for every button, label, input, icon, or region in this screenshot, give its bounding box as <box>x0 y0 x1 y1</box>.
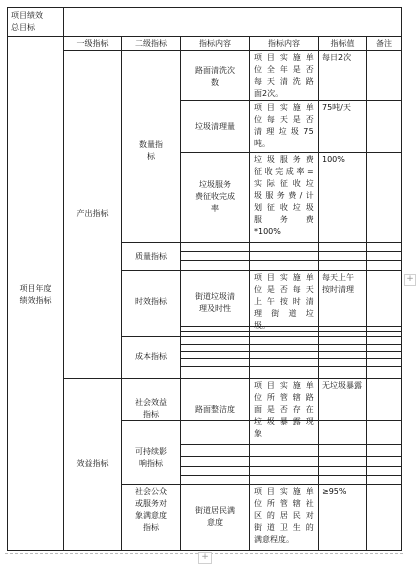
r1-name-line2: 数 <box>211 78 219 87</box>
r3-desc-line2: 征收完成率= <box>254 167 314 176</box>
r4-desc-line3: 上午按时清 <box>254 297 314 306</box>
r5-desc-line4: 垃圾暴露现 <box>254 417 314 426</box>
r2-desc-line1: 项目实施单 <box>254 103 314 112</box>
r1-desc-line4: 面2次。 <box>254 89 284 98</box>
r3-value: 100% <box>322 155 345 164</box>
r2-name: 垃圾清理量 <box>195 122 235 131</box>
annual-indicators-label-line2: 绩效指标 <box>19 296 52 305</box>
r2-desc-line4: 吨。 <box>254 139 270 148</box>
r6-desc-line1: 项目实施单 <box>254 487 314 496</box>
satisfaction-label-line3: 象满意度 <box>135 511 167 520</box>
cost-label: 成本指标 <box>135 352 167 361</box>
total-goal-label-line2: 总目标 <box>11 23 35 32</box>
satisfaction-label-line2: 或服务对 <box>135 499 167 508</box>
r6-desc-line4: 街道卫生的 <box>254 523 314 532</box>
r5-desc-line5: 象 <box>254 429 262 438</box>
r2-desc-line3: 清理垃圾75 <box>254 127 314 136</box>
r5-name: 路面整洁度 <box>195 405 235 414</box>
r1-desc-line3: 每天清洗路 <box>254 77 314 86</box>
r3-desc-line1: 垃圾服务费 <box>254 155 314 164</box>
header-remark: 备注 <box>376 39 392 48</box>
r4-name-line2: 理及时性 <box>199 304 231 313</box>
sustain-label-line2: 响指标 <box>139 459 163 468</box>
r4-desc-line4: 理街道垃 <box>254 309 314 318</box>
quantity-label-line2: 标 <box>147 152 155 161</box>
total-goal-label-line1: 项目绩效 <box>11 11 43 20</box>
quality-label: 质量指标 <box>135 252 167 261</box>
r3-name-line2: 费征收完成 <box>195 192 235 201</box>
r1-name-line1: 路面清洗次 <box>195 66 235 75</box>
r3-desc-line6: 服务费 <box>254 215 314 224</box>
r3-name-line1: 垃圾服务 <box>199 180 231 189</box>
r3-desc-line4: 圾服务费/计 <box>254 191 314 200</box>
header-level1: 一级指标 <box>76 39 109 48</box>
header-value: 指标值 <box>330 39 355 48</box>
r6-value: ≥95% <box>322 487 347 496</box>
sustain-label-line1: 可持续影 <box>135 447 167 456</box>
r1-desc-line1: 项目实施单 <box>254 53 314 62</box>
r6-name-line2: 意度 <box>207 518 223 527</box>
r3-desc-line3: 实际征收垃 <box>254 179 314 188</box>
r4-desc-line1: 项目实施单 <box>254 273 314 282</box>
r5-desc-line3: 面是否存在 <box>254 405 314 414</box>
header-content-a: 指标内容 <box>199 39 231 48</box>
timeliness-label: 时效指标 <box>135 297 167 306</box>
r6-desc-line5: 满意程度。 <box>254 535 294 544</box>
r5-desc-line1: 项目实施单 <box>254 381 314 390</box>
r4-value-line1: 每天上午 <box>322 273 354 282</box>
r4-name-line1: 街道垃圾清 <box>195 292 235 301</box>
r5-desc-line2: 位所管辖路 <box>254 393 314 402</box>
r6-desc-line2: 位所管辖社 <box>254 499 314 508</box>
r1-value: 每日2次 <box>322 53 352 62</box>
add-column-button[interactable]: + <box>404 274 416 286</box>
social-label-line2: 指标 <box>143 410 159 419</box>
r5-value: 无垃圾暴露 <box>322 381 362 390</box>
r2-value: 75吨/天 <box>322 103 351 112</box>
r6-name-line1: 街道居民满 <box>195 506 235 515</box>
output-indicators-label: 产出指标 <box>76 209 109 218</box>
r4-value-line2: 按时清理 <box>322 285 354 294</box>
r3-desc-line7: *100% <box>254 227 281 236</box>
satisfaction-label-line4: 指标 <box>143 523 159 532</box>
header-content-b: 指标内容 <box>268 39 300 48</box>
r3-desc-line5: 划征收垃圾 <box>254 203 314 212</box>
r1-desc-line2: 位全年是否 <box>254 65 314 74</box>
header-level2: 二级指标 <box>135 39 167 48</box>
r4-desc-line5: 圾。 <box>254 321 270 330</box>
r6-desc-line3: 区的居民对 <box>254 511 314 520</box>
benefit-indicators-label: 效益指标 <box>76 459 109 468</box>
r3-name-line3: 率 <box>211 204 219 213</box>
annual-indicators-label-line1: 项目年度 <box>19 284 52 293</box>
add-row-button[interactable]: + <box>198 552 212 564</box>
r4-desc-line2: 位是否每天 <box>254 285 314 294</box>
social-label-line1: 社会效益 <box>135 398 167 407</box>
quantity-label-line1: 数量指 <box>139 140 163 149</box>
satisfaction-label-line1: 社会公众 <box>135 487 167 496</box>
r2-desc-line2: 位每天是否 <box>254 115 314 124</box>
